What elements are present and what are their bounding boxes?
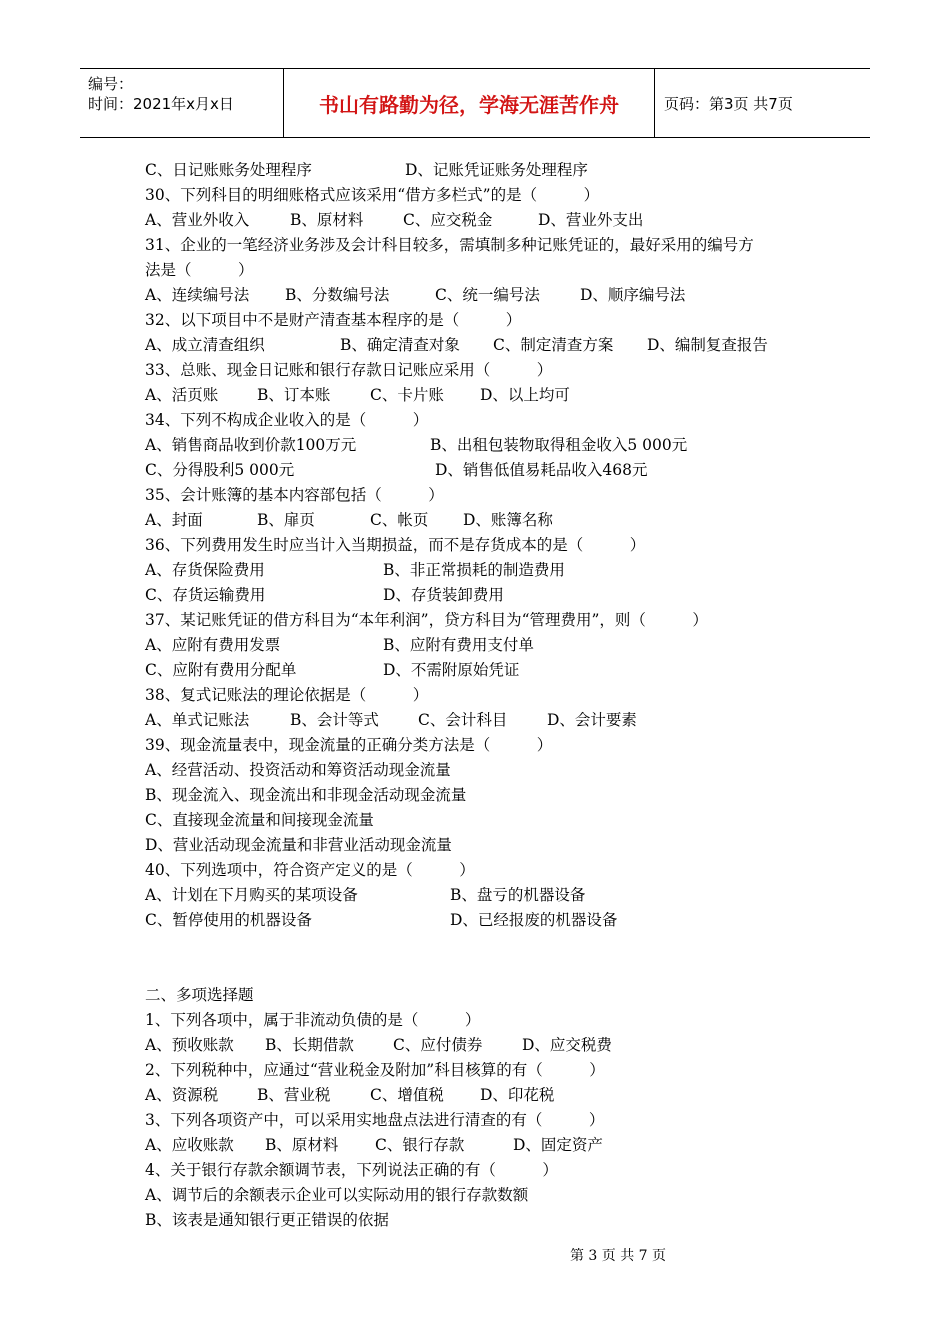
option-text: B、非正常损耗的制造费用 [383, 561, 565, 579]
option-text: D、销售低值易耗品收入468元 [435, 461, 648, 479]
option-text: B、长期借款 [265, 1036, 354, 1054]
line-text: A、经营活动、投资活动和筹资活动现金流量 [145, 761, 451, 779]
option-text: A、存货保险费用 [145, 561, 265, 579]
option-text: C、应交税金 [403, 211, 493, 229]
line-text: 38、复式记账法的理论依据是（ ） [145, 686, 429, 704]
option-text: B、营业税 [257, 1086, 331, 1104]
option-text: C、制定清查方案 [493, 336, 614, 354]
option-text: D、应交税费 [522, 1036, 612, 1054]
option-text: A、成立清查组织 [145, 336, 265, 354]
motto: 书山有路勤为径，学海无涯苦作舟 [284, 69, 655, 137]
footer-page-number: 第 3 页 共 7 页 [569, 1248, 667, 1264]
option-text: C、分得股利5 000元 [145, 461, 295, 479]
page-info: 页码：第3页 共7页 [664, 94, 793, 113]
line-text: 32、以下项目中不是财产清查基本程序的是（ ） [145, 311, 522, 329]
line-text: 2、下列税种中，应通过“营业税金及附加”科目核算的有（ ） [145, 1061, 605, 1079]
option-text: C、会计科目 [418, 711, 508, 729]
option-text: C、应付债券 [393, 1036, 483, 1054]
option-text: B、原材料 [290, 211, 364, 229]
option-text: C、帐页 [370, 511, 429, 529]
line-text: 法是（ ） [145, 261, 254, 279]
option-text: B、订本账 [257, 386, 331, 404]
option-text: A、单式记账法 [145, 711, 250, 729]
line-text: B、该表是通知银行更正错误的依据 [145, 1211, 389, 1229]
option-text: B、会计等式 [290, 711, 379, 729]
line-text: 二、多项选择题 [145, 986, 254, 1004]
line-text: 39、现金流量表中，现金流量的正确分类方法是（ ） [145, 736, 553, 754]
option-text: C、增值税 [370, 1086, 444, 1104]
line-text: C、直接现金流量和间接现金流量 [145, 811, 374, 829]
option-text: B、原材料 [265, 1136, 339, 1154]
option-text: D、会计要素 [547, 711, 637, 729]
option-text: D、印花税 [480, 1086, 555, 1104]
line-text: 31、企业的一笔经济业务涉及会计科目较多，需填制多种记账凭证的，最好采用的编号方 [145, 236, 754, 254]
option-text: A、应收账款 [145, 1136, 234, 1154]
option-text: A、资源税 [145, 1086, 219, 1104]
header-left-cell [80, 69, 284, 137]
option-text: D、账簿名称 [463, 511, 553, 529]
line-text: A、调节后的余额表示企业可以实际动用的银行存款数额 [145, 1186, 529, 1204]
option-text: A、活页账 [145, 386, 219, 404]
option-text: A、预收账款 [145, 1036, 234, 1054]
line-text: 4、关于银行存款余额调节表，下列说法正确的有（ ） [145, 1161, 558, 1179]
option-text: D、记账凭证账务处理程序 [405, 161, 588, 179]
line-text: D、营业活动现金流量和非营业活动现金流量 [145, 836, 452, 854]
line-text: B、现金流入、现金流出和非现金活动现金流量 [145, 786, 467, 804]
option-text: C、应附有费用分配单 [145, 661, 297, 679]
number-label: 编号： [88, 75, 134, 93]
line-text: 1、下列各项中，属于非流动负债的是（ ） [145, 1011, 481, 1029]
option-text: D、已经报废的机器设备 [450, 911, 618, 929]
line-text: 35、会计账簿的基本内容部包括（ ） [145, 486, 444, 504]
option-text: D、固定资产 [513, 1136, 603, 1154]
date-label: 时间：2021年x月x日 [88, 95, 234, 113]
line-text: 37、某记账凭证的借方科目为“本年利润”，贷方科目为“管理费用”，则（ ） [145, 611, 708, 629]
page-footer [0, 1245, 950, 1265]
option-text: A、销售商品收到价款100万元 [145, 436, 357, 454]
option-text: B、确定清查对象 [340, 336, 460, 354]
option-text: A、连续编号法 [145, 286, 250, 304]
option-text: B、扉页 [257, 511, 315, 529]
line-text: 33、总账、现金日记账和银行存款日记账应采用（ ） [145, 361, 553, 379]
page-header [80, 68, 870, 138]
option-text: C、统一编号法 [435, 286, 540, 304]
option-text: C、日记账账务处理程序 [145, 161, 312, 179]
line-text: 3、下列各项资产中，可以采用实地盘点法进行清查的有（ ） [145, 1111, 605, 1129]
option-text: B、出租包装物取得租金收入5 000元 [430, 436, 688, 454]
option-text: D、营业外支出 [538, 211, 644, 229]
option-text: B、分数编号法 [285, 286, 390, 304]
option-text: D、以上均可 [480, 386, 570, 404]
option-text: D、存货装卸费用 [383, 586, 504, 604]
line-text: 30、下列科目的明细账格式应该采用“借方多栏式”的是（ ） [145, 186, 600, 204]
option-text: D、编制复查报告 [647, 336, 768, 354]
option-text: C、暂停使用的机器设备 [145, 911, 312, 929]
line-text: 34、下列不构成企业收入的是（ ） [145, 411, 429, 429]
option-text: B、应附有费用支付单 [383, 636, 534, 654]
line-text: 36、下列费用发生时应当计入当期损益，而不是存货成本的是（ ） [145, 536, 646, 554]
option-text: A、封面 [145, 511, 203, 529]
option-text: B、盘亏的机器设备 [450, 886, 586, 904]
option-text: A、营业外收入 [145, 211, 250, 229]
option-text: C、存货运输费用 [145, 586, 266, 604]
option-text: A、应附有费用发票 [145, 636, 281, 654]
option-text: A、计划在下月购买的某项设备 [145, 886, 358, 904]
line-text: 40、下列选项中，符合资产定义的是（ ） [145, 861, 475, 879]
option-text: D、不需附原始凭证 [383, 661, 520, 679]
option-text: C、银行存款 [375, 1136, 465, 1154]
option-text: D、顺序编号法 [580, 286, 686, 304]
option-text: C、卡片账 [370, 386, 444, 404]
